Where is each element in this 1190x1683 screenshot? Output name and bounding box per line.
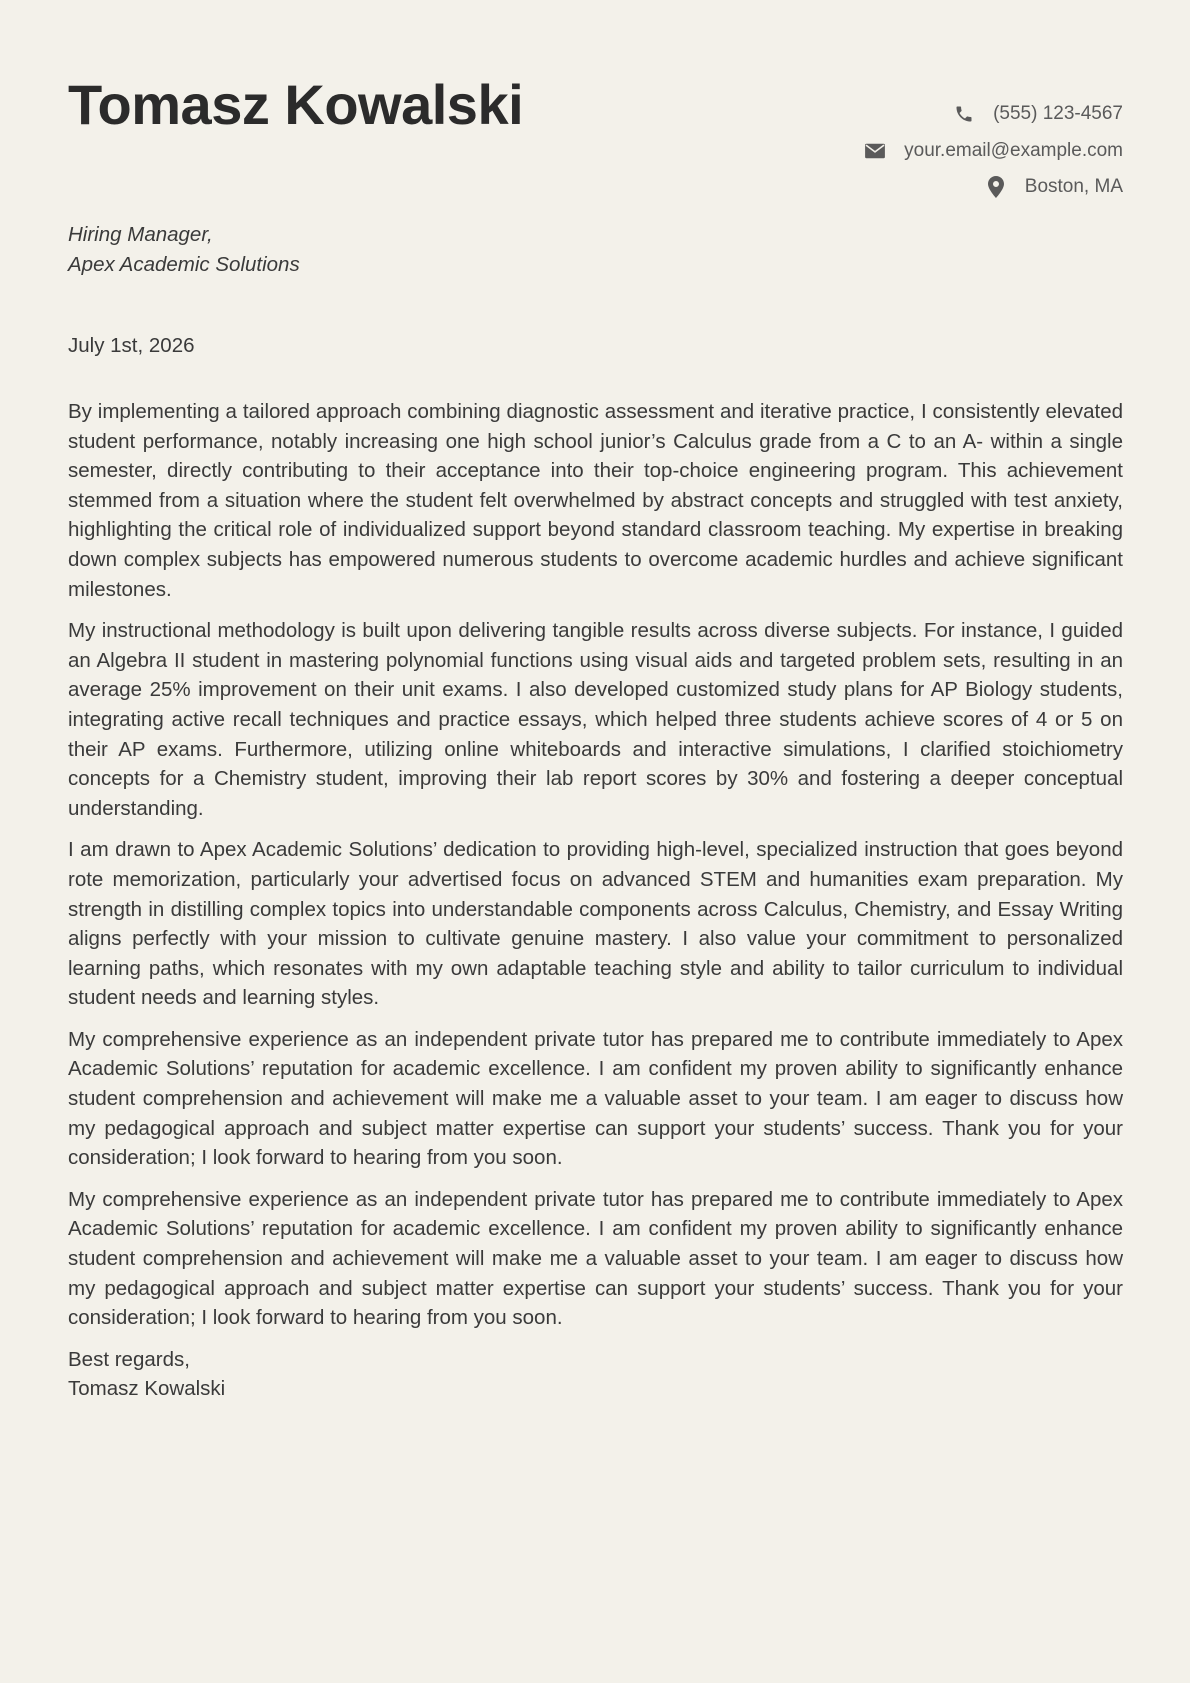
letter-date: July 1st, 2026 (68, 334, 195, 357)
contact-location-row (864, 169, 1123, 206)
phone-icon (953, 103, 975, 125)
cover-letter-page (68, 0, 1123, 1683)
envelope-icon (864, 140, 886, 162)
body-paragraph-4: My comprehensive experience as an independent private tutor has prepared me to contribute immediately to Apex Academic Solutions’ reputation for academic excellence. I am confident my proven ability to significantly enhance student comprehension and achievement will make me a valuable asset to your team. I am eager to discuss how my pedagogical approach and subject matter expertise can support your students’ success. Thank you for your consideration; I look forward to hearing from you soon. (68, 1027, 1123, 1170)
recipient-company: Apex Academic Solutions (68, 252, 300, 276)
recipient-block (68, 220, 300, 279)
contact-block (864, 96, 1123, 206)
recipient-title: Hiring Manager, (68, 223, 213, 246)
body-paragraph-3: I am drawn to Apex Academic Solutions’ dedication to providing high-level, specialized instruction that goes beyond rote memorization, particularly your advertised focus on advanced STEM and humanities exam preparation. My strength in distilling complex topics into understandable components across Calculus, Chemistry, and Essay Writing aligns perfectly with your mission to cultivate genuine mastery. I also value your commitment to personalized learning paths, which resonates with my own adaptable teaching style and ability to tailor curriculum to individual student needs and learning styles. (68, 838, 1123, 1010)
body-paragraph-2: My instructional methodology is built upon delivering tangible results across diverse subjects. For instance, I guided an Algebra II student in mastering polynomial functions using visual aids and targeted problem sets, resulting in an average 25% improvement on their unit exams. I also developed customized study plans for AP Biology students, integrating active recall techniques and practice essays, which helped three students achieve scores of 4 or 5 on their AP exams. Furthermore, utilizing online whiteboards and interactive simulations, I clarified stoichiometry concepts for a Chemistry student, improving their lab report scores by 30% and fostering a deeper conceptual understanding. (68, 619, 1123, 820)
contact-email-row (864, 133, 1123, 170)
letter-body (68, 397, 1123, 1404)
body-paragraph-1: By implementing a tailored approach combining diagnostic assessment and iterative practice, I consistently elevated student performance, notably increasing one high school junior’s Calculus grade from a C to an A- within a single semester, directly contributing to their acceptance into their top-choice engineering program. This achievement stemmed from a situation where the student felt overwhelmed by abstract concepts and struggled with test anxiety, highlighting the critical role of individualized support beyond standard classroom teaching. My expertise in breaking down complex subjects has empowered numerous students to overcome academic hurdles and achieve significant milestones. (68, 400, 1123, 601)
contact-phone-row (864, 96, 1123, 133)
closing-signature: Tomasz Kowalski (68, 1377, 226, 1401)
letter-header (68, 0, 1123, 210)
closing-block (68, 1345, 1123, 1404)
contact-phone: (555) 123-4567 (993, 103, 1123, 125)
body-paragraph-5: My comprehensive experience as an independent private tutor has prepared me to contribute immediately to Apex Academic Solutions’ reputation for academic excellence. I am confident my proven ability to significantly enhance student comprehension and achievement will make me a valuable asset to your team. I am eager to discuss how my pedagogical approach and subject matter expertise can support your students’ success. Thank you for your consideration; I look forward to hearing from you soon. (68, 1187, 1123, 1330)
applicant-name: Tomasz Kowalski (68, 73, 524, 136)
contact-location: Boston, MA (1024, 176, 1123, 198)
map-pin-icon (985, 176, 1007, 198)
contact-email: your.email@example.com (904, 139, 1123, 161)
closing-salutation: Best regards, (68, 1347, 190, 1371)
